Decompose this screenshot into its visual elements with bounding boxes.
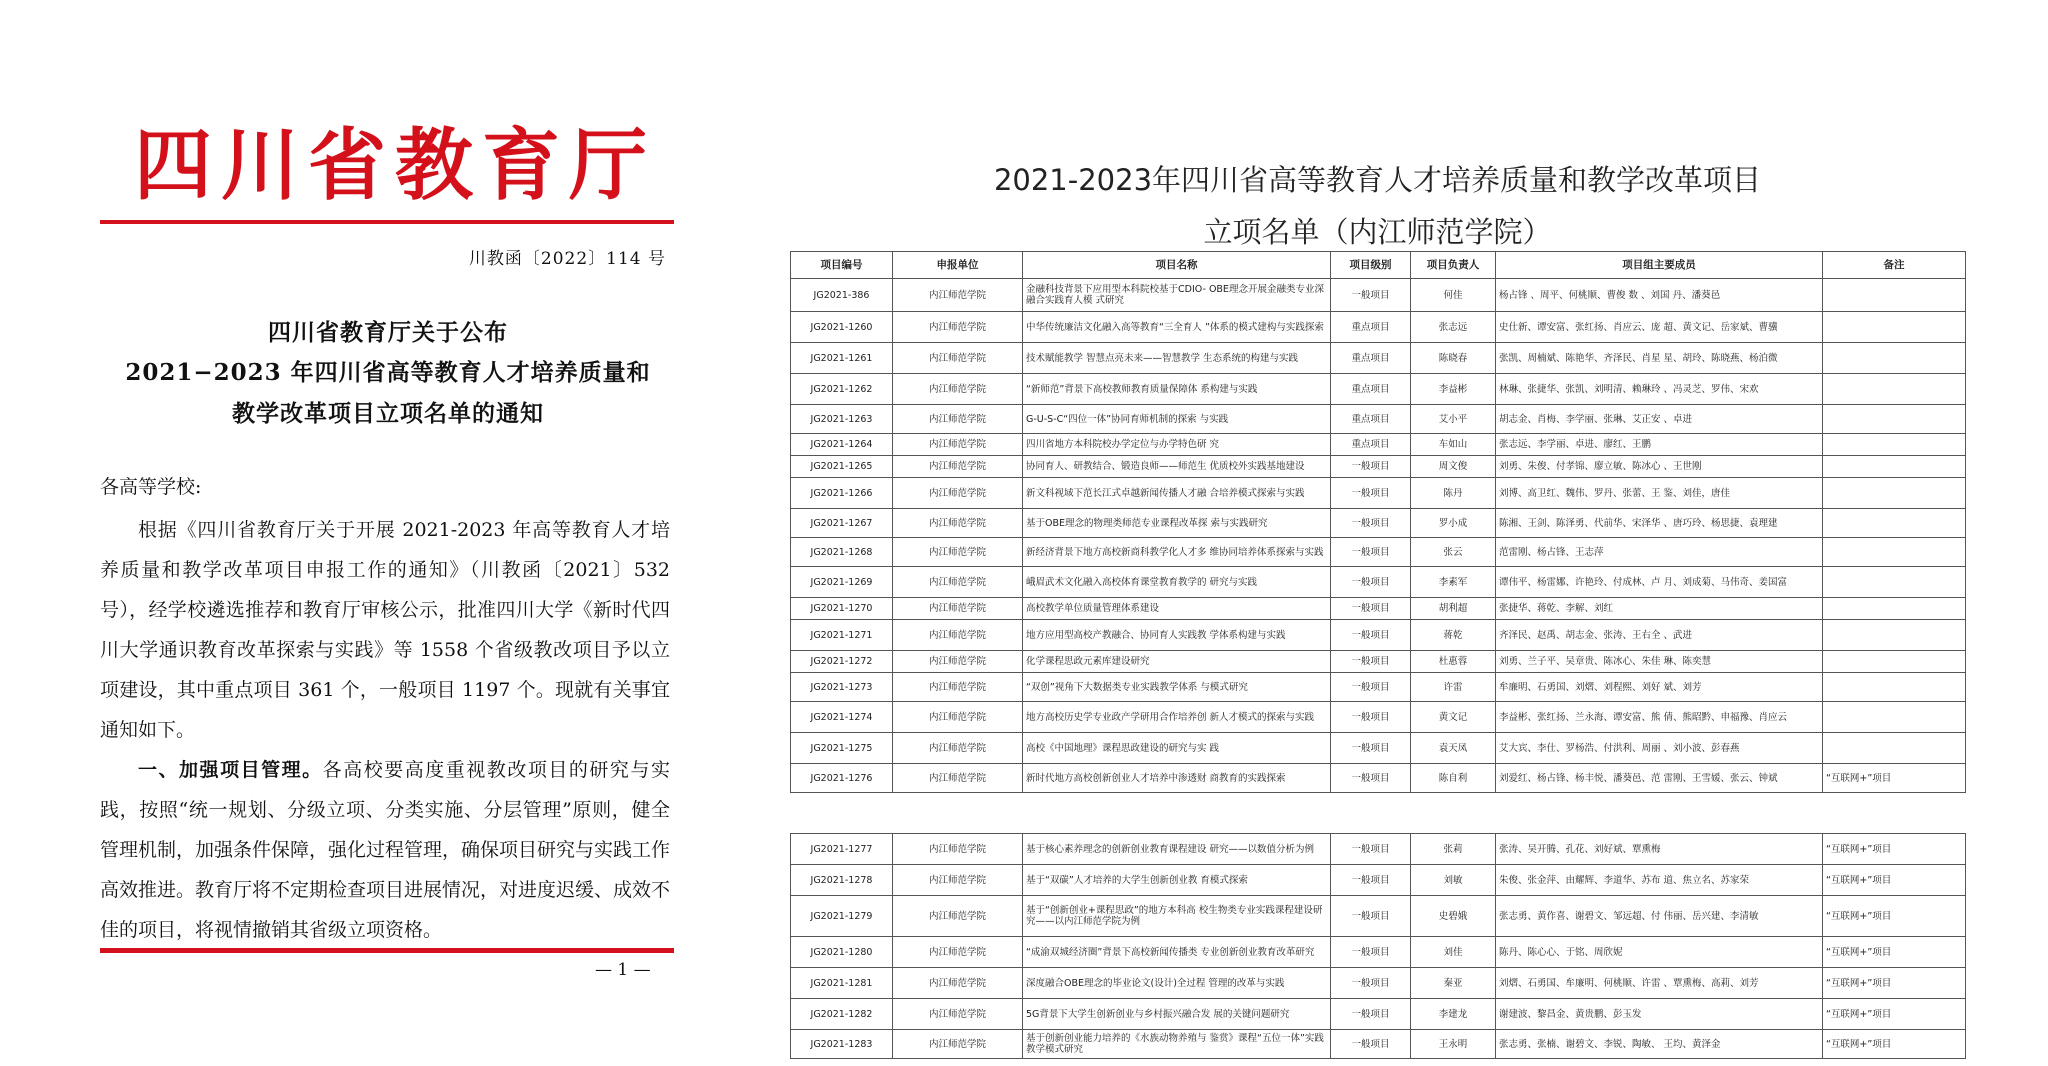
cell-unit: 内江师范学院 bbox=[893, 896, 1023, 937]
notice-title-line-2: 2021−2023 年四川省高等教育人才培养质量和 bbox=[125, 359, 651, 386]
cell-leader: 陈自利 bbox=[1411, 764, 1496, 793]
cell-level: 一般项目 bbox=[1331, 567, 1411, 598]
cell-unit: 内江师范学院 bbox=[893, 968, 1023, 999]
cell-level: 重点项目 bbox=[1331, 312, 1411, 343]
table-row bbox=[791, 834, 1966, 865]
cell-unit: 内江师范学院 bbox=[893, 343, 1023, 374]
cell-members: 胡志金、肖梅、李学丽、张琳、艾正安 、卓进 bbox=[1496, 405, 1823, 434]
cell-members: 齐泽民、赵禹、胡志金、张涛、王右全 、武进 bbox=[1496, 620, 1823, 651]
list-title-line-1: 2021-2023年四川省高等教育人才培养质量和教学改革项目 bbox=[993, 163, 1762, 197]
cell-project-name: 协同育人、研教结合、锻造良师——师范生 优质校外实践基地建设 bbox=[1023, 456, 1331, 478]
list-title-line-2: 立项名单（内江师范学院） bbox=[1203, 215, 1552, 249]
cell-project-name: 基于核心素养理念的创新创业教育课程建设 研究——以数值分析为例 bbox=[1023, 834, 1331, 865]
cell-members: 刘勇、兰子平、吴章贵、陈冰心、朱佳 琳、陈奕慧 bbox=[1496, 651, 1823, 673]
cell-leader: 何佳 bbox=[1411, 279, 1496, 312]
cell-project-name: 技术赋能教学 智慧点亮未来——智慧教学 生态系统的构建与实践 bbox=[1023, 343, 1331, 374]
table-row bbox=[791, 1030, 1966, 1059]
salutation: 各高等学校: bbox=[100, 476, 202, 498]
table-row bbox=[791, 764, 1966, 793]
cell-leader: 陈晓春 bbox=[1411, 343, 1496, 374]
header-level: 项目级别 bbox=[1331, 252, 1411, 279]
cell-members: 史仕新、谭安富、张红扬、肖应云、庞 超、黄文记、岳家斌、曹骥 bbox=[1496, 312, 1823, 343]
cell-members: 林琳、张捷华、张凯、刘明清、赖琳玲 、冯灵芝、罗伟、宋欢 bbox=[1496, 374, 1823, 405]
red-rule-bottom bbox=[100, 948, 674, 953]
cell-leader: 罗小成 bbox=[1411, 509, 1496, 538]
cell-leader: 史碧娥 bbox=[1411, 896, 1496, 937]
cell-members: 刘熠、石勇国、牟廉明、何桃顺、许雷 、覃熏梅、高莉、刘芳 bbox=[1496, 968, 1823, 999]
cell-project-name: 四川省地方本科院校办学定位与办学特色研 究 bbox=[1023, 434, 1331, 456]
page-number: — 1 — bbox=[595, 960, 651, 980]
cell-project-code: JG2021-1272 bbox=[791, 651, 893, 673]
cell-remarks bbox=[1823, 598, 1966, 620]
cell-leader: 周文俊 bbox=[1411, 456, 1496, 478]
cell-members: 杨占锋 、周平、何桃顺、曹俊 数 、刘国 丹、潘葵邑 bbox=[1496, 279, 1823, 312]
cell-leader: 胡利超 bbox=[1411, 598, 1496, 620]
table-row bbox=[791, 434, 1966, 456]
cell-members: 张志勇、黄作喜、谢碧文、邹远超、付 伟丽、岳兴建、李清敏 bbox=[1496, 896, 1823, 937]
cell-project-code: JG2021-1263 bbox=[791, 405, 893, 434]
cell-members: 谢建波、黎昌金、黄贵鹏、彭玉发 bbox=[1496, 999, 1823, 1030]
cell-unit: 内江师范学院 bbox=[893, 764, 1023, 793]
cell-project-code: JG2021-1260 bbox=[791, 312, 893, 343]
cell-project-code: JG2021-1271 bbox=[791, 620, 893, 651]
paragraph-2-heading: 一、加强项目管理。 bbox=[138, 759, 323, 781]
cell-members: 张涛、吴开腾、孔花、刘好斌、覃熏梅 bbox=[1496, 834, 1823, 865]
cell-leader: 秦亚 bbox=[1411, 968, 1496, 999]
cell-unit: 内江师范学院 bbox=[893, 405, 1023, 434]
cell-project-code: JG2021-1278 bbox=[791, 865, 893, 896]
cell-level: 一般项目 bbox=[1331, 702, 1411, 733]
cell-members: 朱俊、张金萍、由耀辉、李道华、苏布 道、焦立名、苏家荣 bbox=[1496, 865, 1823, 896]
cell-project-name: 新经济背景下地方高校新商科教学化人才多 维协同培养体系探索与实践 bbox=[1023, 538, 1331, 567]
cell-level: 一般项目 bbox=[1331, 456, 1411, 478]
cell-project-name: 高校《中国地理》课程思政建设的研究与实 践 bbox=[1023, 733, 1331, 764]
cell-leader: 王永明 bbox=[1411, 1030, 1496, 1059]
paragraph-1: 根据《四川省教育厅关于开展 2021-2023 年高等教育人才培养质量和教学改革项目申报工作的通知》（川教函〔2021〕532 号），经学校遴选推荐和教育厅审核公示，批准四川大学《新时代四川大学通识教育改革探索与实践》等 1558 个省级教改项目予以立项建设，其中重点项目 361 个，一般项目 1197 个。现就有关事宜通知如下。 bbox=[100, 519, 670, 741]
cell-remarks bbox=[1823, 456, 1966, 478]
cell-unit: 内江师范学院 bbox=[893, 733, 1023, 764]
cell-project-name: “成渝双城经济圈”背景下高校新闻传播类 专业创新创业教育改革研究 bbox=[1023, 937, 1331, 968]
cell-leader: 杜惠蓉 bbox=[1411, 651, 1496, 673]
cell-project-name: 深度融合OBE理念的毕业论文(设计)全过程 管理的改革与实践 bbox=[1023, 968, 1331, 999]
cell-level: 重点项目 bbox=[1331, 405, 1411, 434]
table-header-row bbox=[791, 252, 1966, 279]
cell-level: 一般项目 bbox=[1331, 968, 1411, 999]
cell-unit: 内江师范学院 bbox=[893, 434, 1023, 456]
cell-leader: 黄文记 bbox=[1411, 702, 1496, 733]
cell-project-code: JG2021-1267 bbox=[791, 509, 893, 538]
cell-members: 刘博、高卫红、魏伟、罗丹、张蕾、王 鉴、刘佳，唐佳 bbox=[1496, 478, 1823, 509]
agency-masthead: 四川省教育厅 bbox=[134, 121, 657, 211]
project-table-part-2 bbox=[790, 833, 1966, 1059]
cell-project-name: 中华传统廉洁文化融入高等教育“三全育人 ”体系的模式建构与实践探索 bbox=[1023, 312, 1331, 343]
cell-members: 张凯、周楠斌、陈艳华、齐泽民、肖星 星、胡玲、陈晓燕、杨泊微 bbox=[1496, 343, 1823, 374]
cell-remarks: “互联网+”项目 bbox=[1823, 999, 1966, 1030]
cell-project-code: JG2021-1274 bbox=[791, 702, 893, 733]
table-row bbox=[791, 598, 1966, 620]
table-row bbox=[791, 651, 1966, 673]
paragraph-2-body: 各高校要高度重视教改项目的研究与实践，按照“统一规划、分级立项、分类实施、分层管理”原则，健全管理机制，加强条件保障，强化过程管理，确保项目研究与实践工作高效推进。教育厅将不定期检查项目进展情况，对进度迟缓、成效不佳的项目，将视情撤销其省级立项资格。 bbox=[100, 759, 671, 941]
cell-remarks bbox=[1823, 733, 1966, 764]
table-row bbox=[791, 456, 1966, 478]
cell-remarks bbox=[1823, 651, 1966, 673]
cell-remarks bbox=[1823, 434, 1966, 456]
cell-remarks bbox=[1823, 405, 1966, 434]
cell-unit: 内江师范学院 bbox=[893, 538, 1023, 567]
cell-level: 一般项目 bbox=[1331, 509, 1411, 538]
table-row bbox=[791, 478, 1966, 509]
cell-project-name: 地方高校历史学专业政产学研用合作培养创 新人才模式的探索与实践 bbox=[1023, 702, 1331, 733]
table-row bbox=[791, 279, 1966, 312]
cell-project-code: JG2021-1275 bbox=[791, 733, 893, 764]
table-row bbox=[791, 702, 1966, 733]
cell-project-code: JG2021-1261 bbox=[791, 343, 893, 374]
cell-leader: 李素军 bbox=[1411, 567, 1496, 598]
cell-level: 一般项目 bbox=[1331, 651, 1411, 673]
cell-leader: 陈丹 bbox=[1411, 478, 1496, 509]
cell-remarks: “互联网+”项目 bbox=[1823, 968, 1966, 999]
cell-unit: 内江师范学院 bbox=[893, 509, 1023, 538]
cell-project-code: JG2021-1265 bbox=[791, 456, 893, 478]
table-row bbox=[791, 343, 1966, 374]
cell-remarks: “互联网+”项目 bbox=[1823, 896, 1966, 937]
cell-level: 一般项目 bbox=[1331, 834, 1411, 865]
cell-project-code: JG2021-1283 bbox=[791, 1030, 893, 1059]
cell-project-code: JG2021-1268 bbox=[791, 538, 893, 567]
cell-unit: 内江师范学院 bbox=[893, 937, 1023, 968]
notice-page bbox=[100, 0, 676, 1066]
cell-project-name: 新时代地方高校创新创业人才培养中渗透财 商教育的实践探索 bbox=[1023, 764, 1331, 793]
document-number: 川教函〔2022〕114 号 bbox=[468, 249, 666, 269]
cell-project-code: JG2021-1266 bbox=[791, 478, 893, 509]
cell-project-name: G-U-S-C“四位一体”协同育师机制的探索 与实践 bbox=[1023, 405, 1331, 434]
cell-project-code: JG2021-1277 bbox=[791, 834, 893, 865]
cell-leader: 许雷 bbox=[1411, 673, 1496, 702]
cell-unit: 内江师范学院 bbox=[893, 702, 1023, 733]
cell-level: 一般项目 bbox=[1331, 673, 1411, 702]
table-row bbox=[791, 567, 1966, 598]
table-row bbox=[791, 374, 1966, 405]
cell-project-code: JG2021-1273 bbox=[791, 673, 893, 702]
cell-project-name: 基于“创新创业+课程思政”的地方本科高 校生物类专业实践课程建设研究——以内江师范学院为例 bbox=[1023, 896, 1331, 937]
header-leader: 项目负责人 bbox=[1411, 252, 1496, 279]
cell-level: 重点项目 bbox=[1331, 343, 1411, 374]
cell-project-code: JG2021-1264 bbox=[791, 434, 893, 456]
cell-project-code: JG2021-1269 bbox=[791, 567, 893, 598]
cell-level: 一般项目 bbox=[1331, 865, 1411, 896]
cell-project-name: “双创”视角下大数据类专业实践教学体系 与模式研究 bbox=[1023, 673, 1331, 702]
cell-project-name: 5G背景下大学生创新创业与乡村振兴融合发 展的关键问题研究 bbox=[1023, 999, 1331, 1030]
project-table-part-1 bbox=[790, 251, 1966, 793]
table-row bbox=[791, 999, 1966, 1030]
red-rule-top bbox=[100, 220, 674, 224]
cell-remarks bbox=[1823, 538, 1966, 567]
cell-remarks bbox=[1823, 374, 1966, 405]
cell-project-code: JG2021-1282 bbox=[791, 999, 893, 1030]
cell-project-name: “新师范”背景下高校教师教育质量保障体 系构建与实践 bbox=[1023, 374, 1331, 405]
table-row bbox=[791, 733, 1966, 764]
cell-remarks bbox=[1823, 673, 1966, 702]
cell-unit: 内江师范学院 bbox=[893, 312, 1023, 343]
cell-leader: 刘敏 bbox=[1411, 865, 1496, 896]
cell-level: 一般项目 bbox=[1331, 764, 1411, 793]
cell-unit: 内江师范学院 bbox=[893, 374, 1023, 405]
table-row bbox=[791, 405, 1966, 434]
cell-unit: 内江师范学院 bbox=[893, 1030, 1023, 1059]
cell-members: 陈丹、陈心心、于铭、周欣妮 bbox=[1496, 937, 1823, 968]
cell-remarks: “互联网+”项目 bbox=[1823, 937, 1966, 968]
cell-project-name: 峨眉武术文化融入高校体育课堂教育教学的 研究与实践 bbox=[1023, 567, 1331, 598]
cell-project-name: 基于“双碳”人才培养的大学生创新创业教 育模式探索 bbox=[1023, 865, 1331, 896]
cell-members: 李益彬、张红扬、兰永海、谭安富、熊 倩、熊昭黔、申福豫、肖应云 bbox=[1496, 702, 1823, 733]
cell-level: 一般项目 bbox=[1331, 598, 1411, 620]
cell-level: 一般项目 bbox=[1331, 937, 1411, 968]
cell-project-code: JG2021-1276 bbox=[791, 764, 893, 793]
cell-leader: 袁天凤 bbox=[1411, 733, 1496, 764]
cell-unit: 内江师范学院 bbox=[893, 456, 1023, 478]
cell-level: 一般项目 bbox=[1331, 896, 1411, 937]
cell-level: 一般项目 bbox=[1331, 999, 1411, 1030]
cell-project-code: JG2021-1281 bbox=[791, 968, 893, 999]
notice-title-line-1: 四川省教育厅关于公布 bbox=[268, 319, 508, 346]
cell-unit: 内江师范学院 bbox=[893, 651, 1023, 673]
cell-leader: 李益彬 bbox=[1411, 374, 1496, 405]
cell-remarks bbox=[1823, 620, 1966, 651]
cell-members: 范雷刚、杨占锋、王志萍 bbox=[1496, 538, 1823, 567]
header-members: 项目组主要成员 bbox=[1496, 252, 1823, 279]
cell-unit: 内江师范学院 bbox=[893, 999, 1023, 1030]
table-row bbox=[791, 896, 1966, 937]
cell-remarks bbox=[1823, 567, 1966, 598]
notice-title-line-3: 教学改革项目立项名单的通知 bbox=[232, 400, 544, 427]
table-row bbox=[791, 865, 1966, 896]
cell-leader: 张志远 bbox=[1411, 312, 1496, 343]
cell-level: 一般项目 bbox=[1331, 538, 1411, 567]
cell-unit: 内江师范学院 bbox=[893, 834, 1023, 865]
cell-project-name: 新文科视域下范长江式卓越新闻传播人才融 合培养模式探索与实践 bbox=[1023, 478, 1331, 509]
cell-level: 一般项目 bbox=[1331, 279, 1411, 312]
cell-leader: 李建龙 bbox=[1411, 999, 1496, 1030]
cell-members: 陈湘、王剑、陈泽勇、代前华、宋泽华 、唐巧玲、杨思捷、袁理建 bbox=[1496, 509, 1823, 538]
cell-project-name: 金融科技背景下应用型本科院校基于CDIO- OBE理念开展金融类专业深融合实践育人模 式研究 bbox=[1023, 279, 1331, 312]
cell-project-code: JG2021-1279 bbox=[791, 896, 893, 937]
cell-unit: 内江师范学院 bbox=[893, 567, 1023, 598]
table-row bbox=[791, 968, 1966, 999]
header-remarks: 备注 bbox=[1823, 252, 1966, 279]
cell-remarks: “互联网+”项目 bbox=[1823, 834, 1966, 865]
cell-project-code: JG2021-1270 bbox=[791, 598, 893, 620]
header-project-name: 项目名称 bbox=[1023, 252, 1331, 279]
cell-remarks: “互联网+”项目 bbox=[1823, 764, 1966, 793]
cell-leader: 艾小平 bbox=[1411, 405, 1496, 434]
cell-level: 一般项目 bbox=[1331, 733, 1411, 764]
cell-project-name: 化学课程思政元素库建设研究 bbox=[1023, 651, 1331, 673]
cell-project-code: JG2021-1262 bbox=[791, 374, 893, 405]
cell-remarks bbox=[1823, 509, 1966, 538]
cell-unit: 内江师范学院 bbox=[893, 478, 1023, 509]
cell-project-name: 地方应用型高校产教融合、协同育人实践教 学体系构建与实践 bbox=[1023, 620, 1331, 651]
cell-unit: 内江师范学院 bbox=[893, 598, 1023, 620]
table-row bbox=[791, 509, 1966, 538]
cell-leader: 蒋乾 bbox=[1411, 620, 1496, 651]
cell-leader: 张莉 bbox=[1411, 834, 1496, 865]
cell-level: 一般项目 bbox=[1331, 478, 1411, 509]
cell-level: 一般项目 bbox=[1331, 620, 1411, 651]
cell-leader: 刘佳 bbox=[1411, 937, 1496, 968]
cell-level: 一般项目 bbox=[1331, 1030, 1411, 1059]
cell-members: 张捷华、蒋乾、李解、刘红 bbox=[1496, 598, 1823, 620]
cell-members: 张志远、李学丽、卓进、廖红、王鹏 bbox=[1496, 434, 1823, 456]
cell-remarks bbox=[1823, 702, 1966, 733]
cell-remarks: “互联网+”项目 bbox=[1823, 1030, 1966, 1059]
cell-level: 重点项目 bbox=[1331, 434, 1411, 456]
cell-level: 重点项目 bbox=[1331, 374, 1411, 405]
header-project-code: 项目编号 bbox=[791, 252, 893, 279]
table-row bbox=[791, 620, 1966, 651]
cell-leader: 张云 bbox=[1411, 538, 1496, 567]
cell-unit: 内江师范学院 bbox=[893, 865, 1023, 896]
cell-remarks bbox=[1823, 343, 1966, 374]
cell-project-code: JG2021-386 bbox=[791, 279, 893, 312]
table-row bbox=[791, 937, 1966, 968]
cell-members: 牟廉明、石勇国、刘熠、刘程熙、刘好 斌、刘芳 bbox=[1496, 673, 1823, 702]
paragraph-2 bbox=[100, 750, 670, 950]
cell-project-name: 高校教学单位质量管理体系建设 bbox=[1023, 598, 1331, 620]
cell-members: 刘勇、朱俊、付孝锦、廖立敏、陈冰心 、王世刚 bbox=[1496, 456, 1823, 478]
table-row bbox=[791, 538, 1966, 567]
cell-project-code: JG2021-1280 bbox=[791, 937, 893, 968]
cell-remarks bbox=[1823, 312, 1966, 343]
cell-members: 刘爱红、杨占锋、杨丰悦、潘葵邑、范 雷刚、王雪媛、张云、钟斌 bbox=[1496, 764, 1823, 793]
cell-unit: 内江师范学院 bbox=[893, 620, 1023, 651]
table-row bbox=[791, 312, 1966, 343]
cell-members: 谭伟平、杨雷娜、许艳玲、付成林、卢 月、刘成菊、马伟奇、姜国富 bbox=[1496, 567, 1823, 598]
cell-remarks bbox=[1823, 478, 1966, 509]
table-row bbox=[791, 673, 1966, 702]
cell-members: 张志勇、张楠、谢碧文、李锐、陶敏、 王均、黄泽金 bbox=[1496, 1030, 1823, 1059]
cell-unit: 内江师范学院 bbox=[893, 673, 1023, 702]
cell-leader: 车如山 bbox=[1411, 434, 1496, 456]
cell-project-name: 基于OBE理念的物理类师范专业课程改革探 索与实践研究 bbox=[1023, 509, 1331, 538]
header-unit: 申报单位 bbox=[893, 252, 1023, 279]
cell-project-name: 基于创新创业能力培养的《水族动物养殖与 鉴赏》课程“五位一体”实践教学模式研究 bbox=[1023, 1030, 1331, 1059]
cell-remarks bbox=[1823, 279, 1966, 312]
project-list-page bbox=[790, 0, 1965, 1066]
cell-members: 艾大宾、李仕、罗杨浩、付洪利、周丽 、刘小波、彭春燕 bbox=[1496, 733, 1823, 764]
cell-unit: 内江师范学院 bbox=[893, 279, 1023, 312]
cell-remarks: “互联网+”项目 bbox=[1823, 865, 1966, 896]
